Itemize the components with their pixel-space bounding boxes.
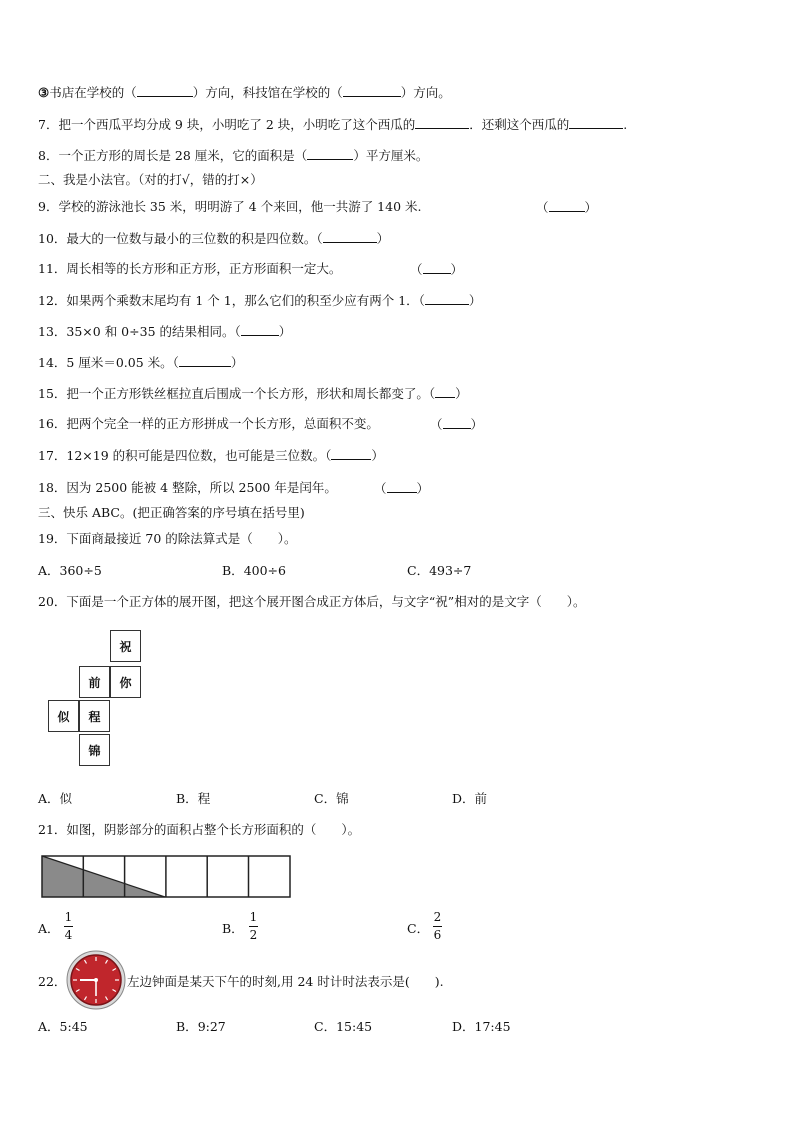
answer-blank[interactable] [323,230,377,243]
question-22: 左边钟面是某天下午的时刻,用 24 时计时法表示是( ). [127,974,444,989]
question-14: 14．5 厘米＝0.05 米。（ ） [38,355,244,370]
option-d[interactable]: D．17:45 [452,1019,511,1034]
circled-number-3: ③ [38,85,50,100]
question-7: 7．把一个西瓜平均分成 9 块，小明吃了 2 块，小明吃了这个西瓜的 ．还剩这个西瓜的 . [38,117,628,132]
answer-blank[interactable] [387,480,417,493]
option-d[interactable]: D．前 [452,791,488,806]
question-9: 9．学校的游泳池长 35 米，明明游了 4 个来回，他一共游了 140 米. [38,199,422,214]
question-11: 11．周长相等的长方形和正方形，正方形面积一定大。 [38,261,342,276]
question-21: 21．如图，阴影部分的面积占整个长方形面积的（ ）。 [38,822,361,837]
clock-face-icon [66,950,126,1010]
question-6-part-3: ③书店在学校的（ ）方向，科技馆在学校的（ ）方向。 [38,85,451,100]
answer-blank[interactable] [307,147,353,160]
question-18: 18．因为 2500 能被 4 整除，所以 2500 年是闰年。 [38,480,337,495]
option-b[interactable]: B．程 [176,791,211,806]
fraction-one-half: 1 2 [249,910,258,942]
option-a[interactable]: A．似 [38,791,73,806]
question-13: 13．35×0 和 0÷35 的结果相同。（ ） [38,324,292,339]
net-cell-ni: 你 [110,666,141,698]
option-c[interactable]: C．493÷7 [407,563,472,578]
question-10: 10．最大的一位数与最小的三位数的积是四位数。（ ） [38,231,390,246]
option-c[interactable]: C． [407,921,430,936]
option-a[interactable]: A． [38,921,60,936]
answer-blank[interactable] [569,116,623,129]
option-a[interactable]: A．360÷5 [38,563,102,578]
net-cell-qian: 前 [79,666,110,698]
question-22-number: 22． [38,974,67,989]
net-cell-cheng: 程 [79,700,110,732]
answer-blank[interactable] [423,261,451,274]
shaded-rectangle-figure [41,855,291,898]
answer-blank[interactable] [425,292,469,305]
question-17: 17．12×19 的积可能是四位数，也可能是三位数。（ ） [38,448,384,463]
q18-answer-paren: （ ） [374,481,430,496]
net-cell-zhu: 祝 [110,630,141,662]
answer-blank[interactable] [549,199,585,212]
question-12: 12．如果两个乘数末尾均有 1 个 1，那么它们的积至少应有两个 1．（ ） [38,293,482,308]
q16-answer-paren: （ ） [430,417,484,432]
cube-net-figure [46,630,146,770]
section-3-heading: 三、快乐 ABC。(把正确答案的序号填在括号里) [38,505,305,520]
answer-blank[interactable] [331,447,371,460]
question-8: 8．一个正方形的周长是 28 厘米，它的面积是（ ）平方厘米。 [38,148,429,163]
option-b[interactable]: B．400÷6 [222,563,286,578]
question-19: 19．下面商最接近 70 的除法算式是（ ）。 [38,531,297,546]
answer-blank[interactable] [435,385,455,398]
answer-blank[interactable] [415,116,469,129]
option-b[interactable]: B． [222,921,244,936]
answer-blank[interactable] [343,84,401,97]
question-20: 20．下面是一个正方体的展开图，把这个展开图合成正方体后，与文字“祝”相对的是文字（ ）。 [38,594,586,609]
option-c[interactable]: C．15:45 [314,1019,373,1034]
answer-blank[interactable] [241,323,279,336]
answer-blank[interactable] [443,416,471,429]
fraction-two-sixths: 2 6 [433,910,442,942]
question-16: 16．把两个完全一样的正方形拼成一个长方形，总面积不变。 [38,416,379,431]
answer-blank[interactable] [137,84,193,97]
net-cell-si: 似 [48,700,79,732]
option-c[interactable]: C．锦 [314,791,349,806]
net-cell-jin: 锦 [79,734,110,766]
option-b[interactable]: B．9:27 [176,1019,226,1034]
answer-blank[interactable] [179,354,231,367]
section-2-heading: 二、我是小法官。（对的打√，错的打×） [38,172,263,187]
fraction-one-quarter: 1 4 [64,910,73,942]
question-15: 15．把一个正方形铁丝框拉直后围成一个长方形，形状和周长都变了。（ ） [38,386,468,401]
q9-answer-paren: （ ） [536,200,598,215]
option-a[interactable]: A．5:45 [38,1019,88,1034]
q11-answer-paren: （ ） [410,262,464,277]
